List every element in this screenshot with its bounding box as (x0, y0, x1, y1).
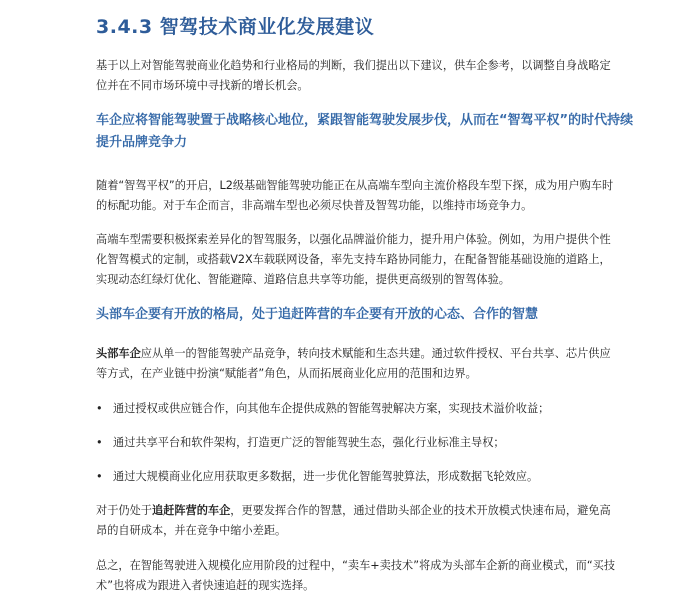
list-item-text: 通过大规模商业化应用获取更多数据，进一步优化智能驾驶算法，形成数据飞轮效应。 (113, 470, 539, 483)
list-item-text: 通过共享平台和软件架构，打造更广泛的智能驾驶生态，强化行业标准主导权； (113, 436, 505, 449)
paragraph-high-end-differentiation: 高端车型需要积极探索差异化的智驾服务，以强化品牌溢价能力，提升用户体验。例如，为用户提供个性化智驾模式的定制，或搭载V2X车载联网设备，率先支持车路协同能力，在配备智能基础设施的道路上，实现动态红绿灯优化、智能避障、道路信息共享等功能，提供更高级别的智驾体验。 (96, 233, 611, 286)
paragraph-catching-up-automakers (96, 501, 616, 541)
paragraph-smart-driving-parity: 随着“智驾平权”的开启，L2级基础智能驾驶功能正在从高端车型向主流价格段车型下探，成为用户购车时的标配功能。对于车企而言，非高端车型也必须尽快普及智驾功能，以维持市场竞争力。 (96, 179, 614, 212)
paragraph-conclusion: 总之，在智能驾驶进入规模化应用阶段的过程中，“卖车+卖技术”将成为头部车企新的商业模式，而“买技术”也将成为跟进入者快速追赶的现实选择。 (96, 559, 616, 592)
intro-paragraph: 基于以上对智能驾驶商业化趋势和行业格局的判断，我们提出以下建议，供车企参考，以调整自身战略定位并在不同市场环境中寻找新的增长机会。 (96, 59, 611, 92)
paragraph-leading-automakers (96, 344, 616, 384)
section-title: 3.4.3 智驾技术商业化发展建议 (96, 16, 375, 38)
list-item-text: 通过授权或供应链合作，向其他车企提供成熟的智能驾驶解决方案，实现技术溢价收益； (113, 402, 550, 415)
bullet-icon: • (96, 470, 103, 483)
bold-leading-automakers: 头部车企 (96, 347, 141, 360)
catching-up-prefix: 对于仍处于 (96, 504, 152, 517)
bullet-icon: • (96, 436, 103, 449)
catching-up-text: ，更要发挥合作的智慧，通过借助头部企业的技术开放模式快速布局，避免高昂的自研成本，并在竞争中缩小差距。 (96, 504, 611, 537)
leading-automakers-text: 应从单一的智能驾驶产品竞争，转向技术赋能和生态共建。通过软件授权、平台共享、芯片供应等方式，在产业链中扮演“赋能者”角色，从而拓展商业化应用的范围和边界。 (96, 347, 611, 380)
bullet-icon: • (96, 402, 103, 415)
bold-catching-up-automakers: 追赶阵营的车企 (151, 504, 231, 517)
heading-strategic-core: 车企应将智能驾驶置于战略核心地位，紧跟智能驾驶发展步伐，从而在“智驾平权”的时代持续提升品牌竞争力 (96, 113, 634, 150)
heading-open-cooperation: 头部车企要有开放的格局，处于追赶阵营的车企要有开放的心态、合作的智慧 (96, 307, 539, 322)
